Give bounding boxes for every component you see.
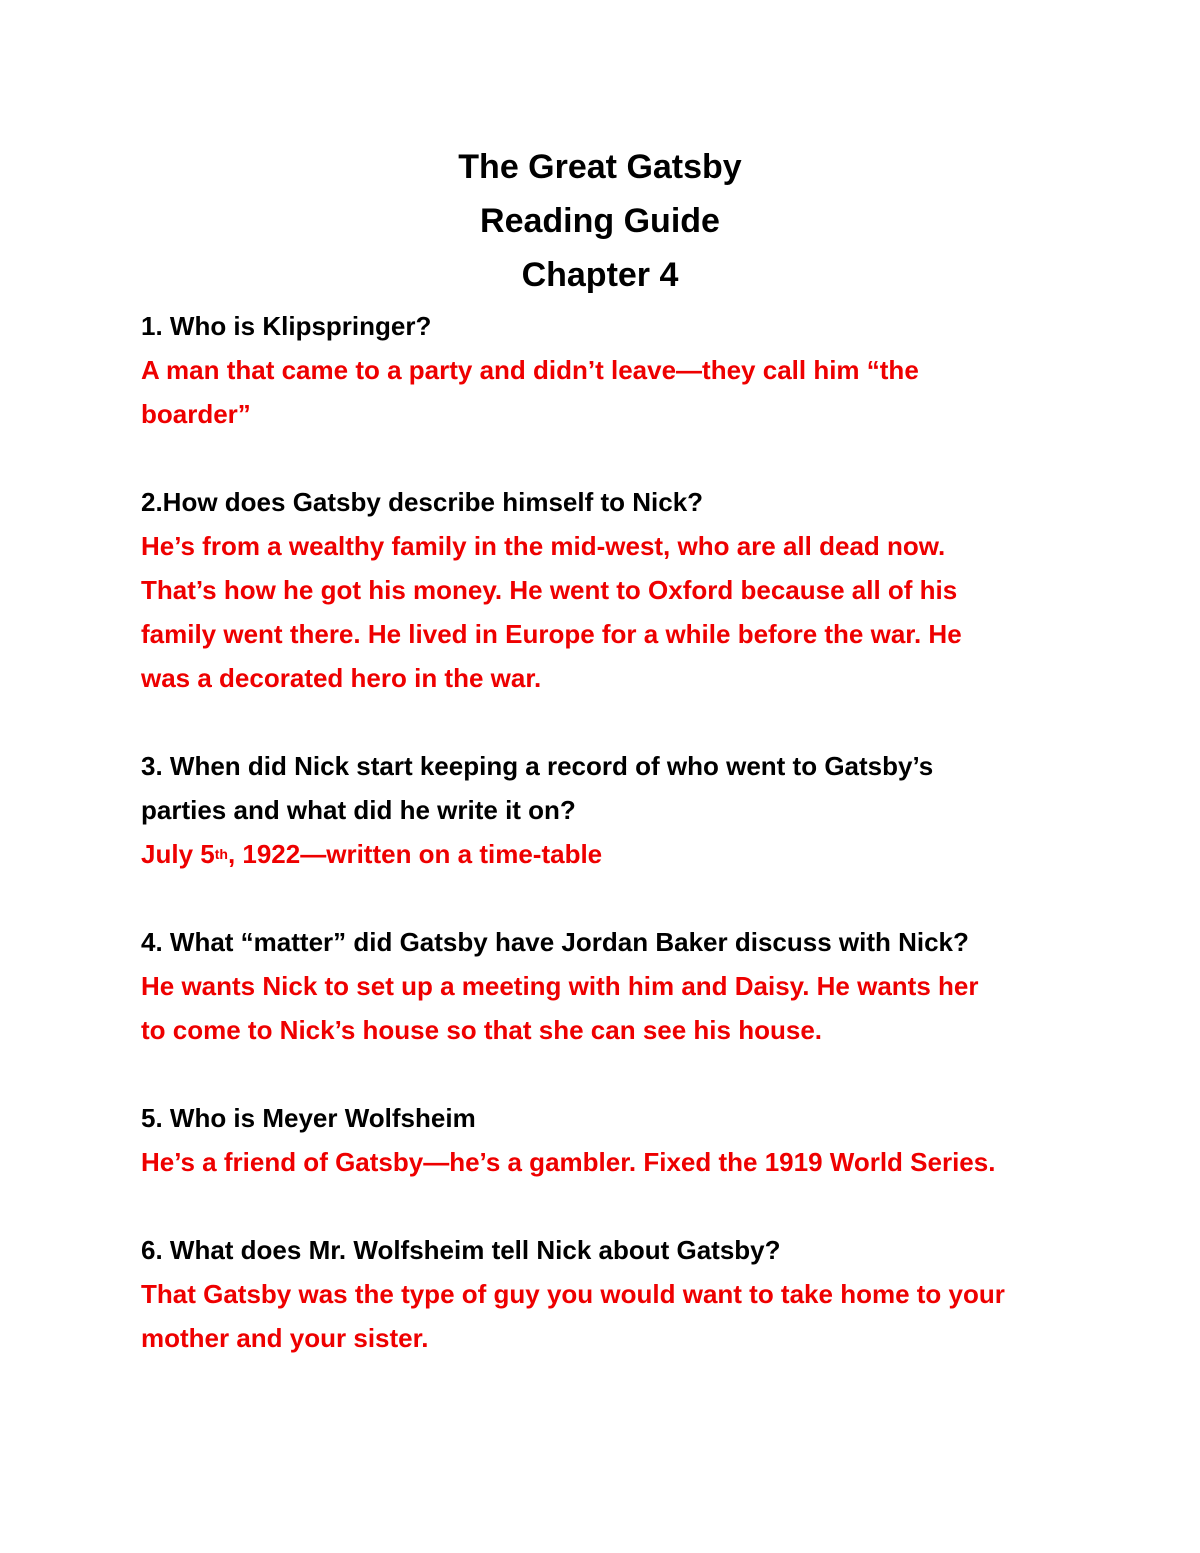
answer-text: was a decorated hero in the war. bbox=[141, 663, 542, 693]
answer-text bbox=[141, 832, 1071, 876]
question-item-4 bbox=[141, 920, 1071, 1052]
answer-date-text: July 5 bbox=[141, 839, 215, 869]
answer-text: He wants Nick to set up a meeting with him and Daisy. He wants her bbox=[141, 971, 979, 1001]
question-item-5 bbox=[141, 1096, 1071, 1184]
question-item-2 bbox=[141, 480, 1071, 700]
answer-text: family went there. He lived in Europe for a while before the war. He bbox=[141, 619, 962, 649]
chapter-heading: Chapter 4 bbox=[521, 256, 679, 294]
question-item-6 bbox=[141, 1228, 1071, 1360]
answer-text: That’s how he got his money. He went to Oxford because all of his bbox=[141, 575, 958, 605]
question-text: 5. Who is Meyer Wolfsheim bbox=[141, 1103, 476, 1133]
title-block bbox=[0, 140, 1200, 302]
answer-text: He’s from a wealthy family in the mid-west, who are all dead now. bbox=[141, 531, 946, 561]
question-text: 3. When did Nick start keeping a record of who went to Gatsby’s bbox=[141, 751, 934, 781]
answer-text: boarder” bbox=[141, 399, 251, 429]
question-list bbox=[141, 304, 1071, 1404]
answer-text: to come to Nick’s house so that she can see his house. bbox=[141, 1015, 823, 1045]
answer-text: That Gatsby was the type of guy you would want to take home to your bbox=[141, 1279, 1005, 1309]
question-text: parties and what did he write it on? bbox=[141, 795, 576, 825]
question-item-3 bbox=[141, 744, 1071, 876]
answer-text: mother and your sister. bbox=[141, 1323, 429, 1353]
document-subtitle: Reading Guide bbox=[480, 202, 720, 240]
question-text: 6. What does Mr. Wolfsheim tell Nick about Gatsby? bbox=[141, 1235, 781, 1265]
ordinal-superscript: th bbox=[214, 846, 228, 862]
question-text: 4. What “matter” did Gatsby have Jordan Baker discuss with Nick? bbox=[141, 927, 969, 957]
document-title: The Great Gatsby bbox=[458, 148, 742, 186]
answer-text: A man that came to a party and didn’t leave—they call him “the bbox=[141, 355, 919, 385]
question-text: 1. Who is Klipspringer? bbox=[141, 311, 432, 341]
question-item-1 bbox=[141, 304, 1071, 436]
question-text: 2.How does Gatsby describe himself to Nick? bbox=[141, 487, 704, 517]
answer-remainder-text: , 1922—written on a time-table bbox=[227, 839, 603, 869]
answer-text: He’s a friend of Gatsby—he’s a gambler. Fixed the 1919 World Series. bbox=[141, 1147, 996, 1177]
